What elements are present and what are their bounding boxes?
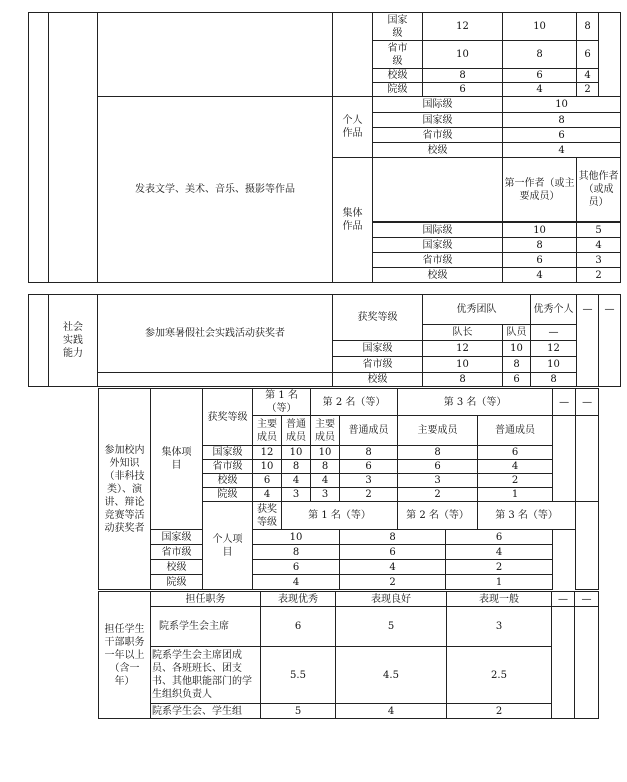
contest-value: 8 [282, 460, 311, 474]
cadre-post: 院系学生会主席 [151, 607, 261, 647]
top-value: 2 [577, 83, 599, 97]
contest-value: 10 [282, 446, 311, 460]
top-level: 院级 [373, 83, 423, 97]
contest-value: 3 [340, 474, 398, 488]
contest-level: 省市级 [203, 460, 253, 474]
arts-ind-level: 国家级 [373, 113, 503, 128]
contest-ind-level: 国家级 [151, 530, 203, 545]
contest-ind-level: 校级 [151, 560, 203, 575]
summer-h-team: 优秀团队 [423, 295, 531, 325]
contest-h-normal: 普通成员 [282, 416, 311, 446]
arts-col-level: 国际级 [373, 223, 503, 238]
contest-level: 院级 [203, 488, 253, 502]
contest-ind-level: 省市级 [151, 545, 203, 560]
arts-col-value: 3 [577, 253, 621, 268]
contest-h-main: 主要成员 [398, 416, 478, 446]
contest-h-level: 获奖等级 [203, 389, 253, 446]
arts-label: 发表文学、美术、音乐、摄影等作品 [98, 97, 333, 283]
arts-col-value: 5 [577, 223, 621, 238]
cadre-h-post: 担任职务 [151, 592, 261, 607]
category-cell-blank [49, 13, 98, 283]
contest-ind-value: 10 [253, 530, 340, 545]
contest-ind-level: 院级 [151, 575, 203, 590]
cadre-h-good: 表现良好 [336, 592, 447, 607]
summer-dash: — [531, 325, 577, 341]
contest-value: 6 [478, 446, 553, 460]
contest-ind-value: 2 [340, 575, 446, 590]
contest-h-first: 第 1 名（等） [253, 389, 311, 416]
contest-value: 4 [311, 474, 340, 488]
contest-ind-value: 4 [253, 575, 340, 590]
arts-col-level: 省市级 [373, 253, 503, 268]
contest-value: 3 [282, 488, 311, 502]
summer-h-leader: 队长 [423, 325, 503, 341]
top-value: 6 [577, 41, 599, 69]
summer-value: 12 [531, 341, 577, 357]
left-margin-cell [29, 295, 49, 387]
top-item-cell-blank [98, 13, 333, 97]
arts-col-value: 6 [503, 253, 577, 268]
contest-ind-value: 6 [446, 530, 553, 545]
summer-level: 省市级 [333, 357, 423, 373]
arts-ind-level: 国际级 [373, 97, 503, 113]
cadre-value: 3 [447, 607, 552, 647]
contest-value: 6 [253, 474, 282, 488]
summer-value: 12 [423, 341, 503, 357]
contest-value: 3 [311, 488, 340, 502]
arts-col-value: 4 [503, 268, 577, 283]
contest-h-third: 第 3 名（等） [398, 389, 553, 416]
contest-ind-value: 4 [340, 560, 446, 575]
arts-individual-label: 个人 作品 [333, 97, 373, 158]
contest-h-main: 主要成员 [311, 416, 340, 446]
top-value: 10 [423, 41, 503, 69]
contest-value: 1 [478, 488, 553, 502]
arts-ind-value: 4 [503, 143, 621, 158]
cadre-value: 4 [336, 704, 447, 719]
contest-h-second: 第 2 名（等） [311, 389, 398, 416]
top-value: 10 [503, 13, 577, 41]
top-value: 4 [503, 83, 577, 97]
contest-value: 8 [340, 446, 398, 460]
contest-h-normal: 普通成员 [478, 416, 553, 446]
summer-value: 8 [531, 373, 577, 387]
dash-cell: — [575, 592, 599, 607]
contest-ind-value: 4 [446, 545, 553, 560]
top-value: 8 [577, 13, 599, 41]
contest-value: 12 [253, 446, 282, 460]
cadre-post: 院系学生会、学生组 [151, 704, 261, 719]
top-value: 8 [503, 41, 577, 69]
top-level: 省市 级 [373, 41, 423, 69]
dash-cell: — [599, 295, 621, 387]
contest-ind-value: 8 [253, 545, 340, 560]
dash-cell: — [552, 592, 575, 607]
cadre-value: 5 [261, 704, 336, 719]
contest-level: 校级 [203, 474, 253, 488]
arts-col-value: 2 [577, 268, 621, 283]
contest-value: 2 [478, 474, 553, 488]
summer-value: 8 [503, 357, 531, 373]
arts-ind-value: 10 [503, 97, 621, 113]
cadre-value: 5.5 [261, 647, 336, 704]
dash-cell: — [577, 295, 599, 387]
contest-label: 参加校内外知识（非科技类）、演讲、辩论竞赛等活动获奖者 [99, 389, 151, 590]
contest-value: 2 [340, 488, 398, 502]
contest-ind-h-second: 第 2 名（等） [398, 502, 478, 530]
contest-level: 国家级 [203, 446, 253, 460]
score-table [28, 12, 621, 283]
summer-level: 校级 [333, 373, 423, 387]
contest-ind-h-level: 获奖等级 [253, 502, 282, 530]
contest-value: 6 [398, 460, 478, 474]
contest-ind-value: 6 [340, 545, 446, 560]
cadre-value: 4.5 [336, 647, 447, 704]
left-margin-cell [29, 13, 49, 283]
arts-collective-label: 集体 作品 [333, 158, 373, 283]
contest-value: 10 [253, 460, 282, 474]
summer-h-member: 队员 [503, 325, 531, 341]
arts-ind-value: 6 [503, 128, 621, 143]
contest-ind-value: 6 [253, 560, 340, 575]
contest-value: 10 [311, 446, 340, 460]
contest-value: 8 [398, 446, 478, 460]
summer-value: 6 [503, 373, 531, 387]
arts-col-value: 8 [503, 238, 577, 253]
contest-value: 3 [398, 474, 478, 488]
summer-h-indiv: 优秀个人 [531, 295, 577, 325]
social-practice-label: 社会 实践 能力 [49, 295, 98, 387]
contest-ind-value: 8 [340, 530, 446, 545]
top-value: 4 [577, 69, 599, 83]
arts-h-other: 其他作者（或成员） [577, 158, 621, 222]
top-level: 校级 [373, 69, 423, 83]
cadre-post: 院系学生会主席团成员、各班班长、团支书、其他职能部门的学生组织负责人 [151, 647, 261, 704]
cadre-value: 6 [261, 607, 336, 647]
contest-value: 2 [398, 488, 478, 502]
cadre-value: 2 [447, 704, 552, 719]
cadre-value: 5 [336, 607, 447, 647]
top-value: 12 [423, 13, 503, 41]
arts-ind-level: 省市级 [373, 128, 503, 143]
summer-value: 8 [423, 373, 503, 387]
summer-value: 10 [503, 341, 531, 357]
dash-cell: — [553, 389, 576, 416]
summer-value: 10 [531, 357, 577, 373]
score-table-lower [28, 294, 621, 387]
top-value: 6 [503, 69, 577, 83]
arts-col-value: 10 [503, 223, 577, 238]
contest-value: 4 [253, 488, 282, 502]
top-level: 国家 级 [373, 13, 423, 41]
contest-ind-h-third: 第 3 名（等） [478, 502, 576, 530]
dash-cell: — [576, 389, 599, 416]
cadre-value: 2.5 [447, 647, 552, 704]
contest-individual-label: 个人项 目 [203, 502, 253, 590]
contest-value: 8 [311, 460, 340, 474]
cadre-h-excellent: 表现优秀 [261, 592, 336, 607]
top-subitem-cell-blank [333, 13, 373, 97]
top-value: 6 [423, 83, 503, 97]
arts-col-level: 校级 [373, 268, 503, 283]
contest-value: 6 [340, 460, 398, 474]
cadre-label: 担任学生干部职务一年以上（含一年） [99, 592, 151, 719]
contest-ind-h-first: 第 1 名（等） [282, 502, 398, 530]
contest-h-normal: 普通成员 [340, 416, 398, 446]
contest-collective-label: 集体项 目 [151, 389, 203, 530]
arts-ind-level: 校级 [373, 143, 503, 158]
top-value: 8 [423, 69, 503, 83]
score-table-cadre [98, 591, 599, 719]
contest-ind-value: 1 [446, 575, 553, 590]
score-table-contest [98, 388, 599, 590]
arts-ind-value: 8 [503, 113, 621, 128]
contest-ind-value: 2 [446, 560, 553, 575]
contest-h-main: 主要成员 [253, 416, 282, 446]
contest-value: 4 [478, 460, 553, 474]
summer-practice-label: 参加寒暑假社会实践活动获奖者 [98, 295, 333, 373]
summer-h-level: 获奖等级 [333, 295, 423, 341]
summer-value: 10 [423, 357, 503, 373]
cadre-h-fair: 表现一般 [447, 592, 552, 607]
summer-level: 国家级 [333, 341, 423, 357]
arts-h-first: 第一作者（或主要成员） [503, 158, 577, 222]
arts-col-value: 4 [577, 238, 621, 253]
arts-col-level: 国家级 [373, 238, 503, 253]
contest-value: 4 [282, 474, 311, 488]
